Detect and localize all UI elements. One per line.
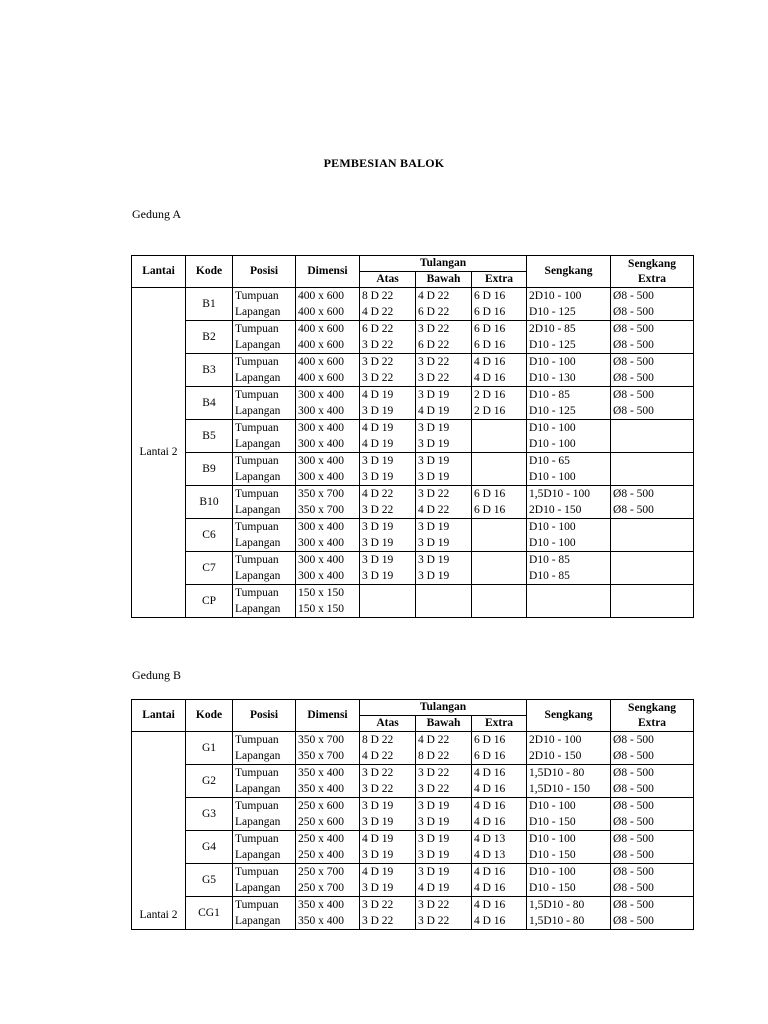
table-row (132, 831, 694, 864)
cell-line: Lapangan (235, 750, 281, 762)
value-cell (527, 798, 611, 831)
cell-line: 300 x 400 (298, 438, 344, 450)
value-cell (233, 732, 296, 765)
value-cell (233, 864, 296, 897)
value-cell (360, 897, 416, 930)
header-lantai: Lantai (132, 256, 186, 288)
cell-line: 6 D 16 (474, 290, 506, 302)
cell-line: 3 D 19 (362, 471, 394, 483)
cell-line: D10 - 65 (529, 455, 570, 467)
table-row (132, 897, 694, 930)
cell-line: D10 - 100 (529, 438, 576, 450)
cell-line: 4 D 19 (362, 833, 394, 845)
cell-line: Ø8 - 500 (613, 306, 654, 318)
cell-line: 3 D 19 (362, 537, 394, 549)
header-sengkang-extra-line2: Extra (637, 716, 667, 729)
cell-line: 3 D 19 (418, 554, 450, 566)
value-cell (360, 732, 416, 765)
header-extra: Extra (472, 716, 527, 732)
value-cell (472, 864, 527, 897)
cell-line: Tumpuan (235, 521, 279, 533)
cell-line: D10 - 150 (529, 882, 576, 894)
cell-line: D10 - 100 (529, 833, 576, 845)
cell-line: 300 x 400 (298, 389, 344, 401)
cell-line: Tumpuan (235, 899, 279, 911)
header-row-top (132, 700, 694, 716)
cell-line: 250 x 400 (298, 833, 344, 845)
cell-line: 350 x 700 (298, 504, 344, 516)
header-sengkang-extra-line1: Sengkang (628, 257, 676, 270)
value-cell (233, 831, 296, 864)
cell-line: 2 D 16 (474, 389, 506, 401)
cell-line: 3 D 19 (362, 554, 394, 566)
kode-cell: B3 (186, 354, 233, 387)
cell-line: Ø8 - 500 (613, 816, 654, 828)
cell-line: 3 D 22 (418, 915, 450, 927)
header-sengkang-extra (611, 700, 694, 732)
cell-line: 3 D 19 (418, 816, 450, 828)
cell-line: Lapangan (235, 849, 281, 861)
cell-line: 400 x 600 (298, 356, 344, 368)
lantai-cell: Lantai 2 (132, 288, 186, 618)
cell-line: 6 D 16 (474, 504, 506, 516)
cell-line: 4 D 16 (474, 356, 506, 368)
cell-line: Lapangan (235, 816, 281, 828)
kode-cell: B9 (186, 453, 233, 486)
cell-line: 3 D 22 (362, 356, 394, 368)
cell-line: Lapangan (235, 783, 281, 795)
cell-line: 3 D 19 (362, 882, 394, 894)
cell-line: 4 D 16 (474, 882, 506, 894)
kode-cell: B2 (186, 321, 233, 354)
cell-line: D10 - 100 (529, 866, 576, 878)
cell-line: 3 D 19 (362, 849, 394, 861)
value-cell (416, 897, 472, 930)
header-tulangan: Tulangan (360, 256, 527, 272)
header-bawah: Bawah (416, 272, 472, 288)
cell-line: 3 D 19 (362, 521, 394, 533)
cell-line: 3 D 22 (418, 356, 450, 368)
cell-line: Tumpuan (235, 833, 279, 845)
cell-line: Ø8 - 500 (613, 488, 654, 500)
cell-line: 150 x 150 (298, 587, 344, 599)
cell-line: Lapangan (235, 915, 281, 927)
value-cell (233, 765, 296, 798)
cell-line: D10 - 150 (529, 816, 576, 828)
cell-line: 4 D 22 (418, 734, 450, 746)
document-title: PEMBESIAN BALOK (323, 156, 445, 170)
cell-line: Ø8 - 500 (613, 323, 654, 335)
cell-line: 3 D 22 (362, 915, 394, 927)
cell-line: Ø8 - 500 (613, 504, 654, 516)
cell-line: D10 - 130 (529, 372, 576, 384)
value-cell (472, 732, 527, 765)
cell-line: 2D10 - 150 (529, 504, 582, 516)
value-cell (233, 897, 296, 930)
cell-line: Tumpuan (235, 290, 279, 302)
cell-line: Tumpuan (235, 866, 279, 878)
kode-cell: G3 (186, 798, 233, 831)
cell-line: 400 x 600 (298, 323, 344, 335)
value-cell (416, 765, 472, 798)
cell-line: 400 x 600 (298, 306, 344, 318)
cell-line: Ø8 - 500 (613, 899, 654, 911)
value-cell (527, 765, 611, 798)
cell-line: 4 D 16 (474, 915, 506, 927)
cell-line: 3 D 19 (418, 438, 450, 450)
kode-cell: CP (186, 585, 233, 618)
value-cell (611, 864, 694, 897)
value-cell (233, 798, 296, 831)
header-sengkang: Sengkang (527, 256, 611, 288)
cell-line: 1,5D10 - 100 (529, 488, 591, 500)
value-cell (611, 765, 694, 798)
cell-line: 300 x 400 (298, 521, 344, 533)
cell-line: 2D10 - 85 (529, 323, 576, 335)
cell-line: Ø8 - 500 (613, 734, 654, 746)
cell-line: 3 D 19 (362, 800, 394, 812)
cell-line: 300 x 400 (298, 455, 344, 467)
cell-line: Ø8 - 500 (613, 833, 654, 845)
value-cell (296, 765, 360, 798)
cell-line: 3 D 19 (418, 455, 450, 467)
cell-line: Lapangan (235, 504, 281, 516)
cell-line: 3 D 22 (362, 899, 394, 911)
cell-line: 3 D 22 (418, 767, 450, 779)
cell-line: Ø8 - 500 (613, 767, 654, 779)
cell-line: 3 D 22 (362, 767, 394, 779)
cell-line: Ø8 - 500 (613, 882, 654, 894)
cell-line: 3 D 19 (418, 521, 450, 533)
cell-line: 4 D 19 (418, 405, 450, 417)
cell-line: Tumpuan (235, 422, 279, 434)
cell-line: 4 D 19 (362, 438, 394, 450)
cell-line: 4 D 19 (362, 389, 394, 401)
cell-line: Ø8 - 500 (613, 389, 654, 401)
cell-line: 4 D 16 (474, 800, 506, 812)
value-cell (296, 897, 360, 930)
cell-line: Lapangan (235, 471, 281, 483)
kode-cell: CG1 (186, 897, 233, 930)
cell-line: Lapangan (235, 339, 281, 351)
cell-line: D10 - 100 (529, 537, 576, 549)
cell-line: Ø8 - 500 (613, 849, 654, 861)
cell-line: 8 D 22 (418, 750, 450, 762)
value-cell (611, 732, 694, 765)
cell-line: 4 D 16 (474, 783, 506, 795)
cell-line: Ø8 - 500 (613, 339, 654, 351)
cell-line: 300 x 400 (298, 537, 344, 549)
kode-cell: B5 (186, 420, 233, 453)
header-posisi: Posisi (233, 256, 296, 288)
cell-line: D10 - 85 (529, 554, 570, 566)
reinforcement-table-gedung-b (131, 699, 694, 930)
cell-line: 150 x 150 (298, 603, 344, 615)
header-atas: Atas (360, 272, 416, 288)
cell-line: 6 D 16 (474, 734, 506, 746)
cell-line: 4 D 16 (474, 816, 506, 828)
cell-line: Tumpuan (235, 767, 279, 779)
cell-line: 3 D 22 (418, 323, 450, 335)
cell-line: 6 D 22 (418, 306, 450, 318)
table-row (132, 864, 694, 897)
cell-line: 3 D 19 (418, 570, 450, 582)
cell-line: 4 D 19 (362, 866, 394, 878)
value-cell (296, 864, 360, 897)
cell-line: 2D10 - 150 (529, 750, 582, 762)
kode-cell: G5 (186, 864, 233, 897)
cell-line: D10 - 125 (529, 405, 576, 417)
cell-line: 6 D 16 (474, 488, 506, 500)
cell-line: Lapangan (235, 405, 281, 417)
cell-line: 250 x 400 (298, 849, 344, 861)
cell-line: 8 D 22 (362, 290, 394, 302)
header-atas: Atas (360, 716, 416, 732)
cell-line: 3 D 22 (418, 488, 450, 500)
cell-line: 1,5D10 - 80 (529, 915, 585, 927)
header-tulangan: Tulangan (360, 700, 527, 716)
cell-line: 3 D 19 (418, 849, 450, 861)
cell-line: 3 D 19 (418, 389, 450, 401)
cell-line: Tumpuan (235, 356, 279, 368)
cell-line: 400 x 600 (298, 372, 344, 384)
value-cell (296, 798, 360, 831)
cell-line: D10 - 100 (529, 471, 576, 483)
cell-line: Tumpuan (235, 488, 279, 500)
cell-line: 4 D 19 (418, 882, 450, 894)
value-cell (360, 798, 416, 831)
kode-cell: G4 (186, 831, 233, 864)
cell-line: Lapangan (235, 537, 281, 549)
cell-line: 400 x 600 (298, 339, 344, 351)
value-cell (360, 831, 416, 864)
cell-line: 250 x 700 (298, 866, 344, 878)
cell-line: 6 D 16 (474, 323, 506, 335)
cell-line: 300 x 400 (298, 554, 344, 566)
cell-line: Ø8 - 500 (613, 783, 654, 795)
value-cell (472, 798, 527, 831)
cell-line: Lapangan (235, 306, 281, 318)
cell-line: 4 D 22 (362, 750, 394, 762)
cell-line: D10 - 100 (529, 422, 576, 434)
cell-line: Ø8 - 500 (613, 290, 654, 302)
cell-line: D10 - 100 (529, 356, 576, 368)
header-dimensi: Dimensi (296, 256, 360, 288)
cell-line: 3 D 19 (418, 537, 450, 549)
cell-line: 3 D 19 (418, 471, 450, 483)
cell-line: 1,5D10 - 80 (529, 767, 585, 779)
kode-cell: G1 (186, 732, 233, 765)
cell-line: 3 D 19 (362, 570, 394, 582)
cell-line: 3 D 19 (362, 405, 394, 417)
cell-line: 6 D 16 (474, 339, 506, 351)
cell-line: 3 D 19 (418, 800, 450, 812)
cell-line: 3 D 22 (418, 783, 450, 795)
value-cell (360, 864, 416, 897)
cell-line: 250 x 600 (298, 800, 344, 812)
value-cell (527, 831, 611, 864)
cell-line: D10 - 100 (529, 521, 576, 533)
cell-line: 3 D 22 (418, 372, 450, 384)
cell-line: 2 D 16 (474, 405, 506, 417)
cell-line: 1,5D10 - 80 (529, 899, 585, 911)
cell-line: 3 D 22 (362, 504, 394, 516)
cell-line: 300 x 400 (298, 405, 344, 417)
cell-line: D10 - 85 (529, 570, 570, 582)
cell-line: 350 x 700 (298, 734, 344, 746)
header-lantai: Lantai (132, 700, 186, 732)
kode-cell: B1 (186, 288, 233, 321)
cell-line: 300 x 400 (298, 471, 344, 483)
cell-line: 6 D 16 (474, 750, 506, 762)
cell-line: 2D10 - 100 (529, 734, 582, 746)
cell-line: Lapangan (235, 372, 281, 384)
table-row (132, 732, 694, 765)
value-cell (360, 765, 416, 798)
cell-line: Lapangan (235, 438, 281, 450)
cell-line: 350 x 400 (298, 767, 344, 779)
cell-line: 350 x 400 (298, 899, 344, 911)
kode-cell: G2 (186, 765, 233, 798)
header-sengkang-extra-line2: Extra (637, 272, 667, 285)
cell-line: Tumpuan (235, 455, 279, 467)
cell-line: 350 x 400 (298, 915, 344, 927)
value-cell (527, 732, 611, 765)
value-cell (527, 897, 611, 930)
cell-line: 4 D 16 (474, 866, 506, 878)
value-cell (611, 897, 694, 930)
cell-line: Ø8 - 500 (613, 800, 654, 812)
cell-line: 400 x 600 (298, 290, 344, 302)
value-cell (296, 732, 360, 765)
value-cell (472, 897, 527, 930)
cell-line: 3 D 19 (418, 866, 450, 878)
cell-line: Ø8 - 500 (613, 405, 654, 417)
header-sengkang-extra-line1: Sengkang (628, 701, 676, 714)
kode-cell: B10 (186, 486, 233, 519)
cell-line: Tumpuan (235, 734, 279, 746)
cell-line: 3 D 19 (362, 455, 394, 467)
value-cell (416, 732, 472, 765)
cell-line: 4 D 22 (362, 488, 394, 500)
cell-line: 300 x 400 (298, 422, 344, 434)
header-kode: Kode (186, 700, 233, 732)
cell-line: D10 - 100 (529, 800, 576, 812)
cell-line: 3 D 19 (418, 422, 450, 434)
cell-line: D10 - 125 (529, 339, 576, 351)
cell-line: Ø8 - 500 (613, 915, 654, 927)
cell-line: 6 D 22 (418, 339, 450, 351)
cell-line: 6 D 16 (474, 306, 506, 318)
cell-line: 3 D 22 (362, 783, 394, 795)
cell-line: 250 x 600 (298, 816, 344, 828)
cell-line: 3 D 22 (418, 899, 450, 911)
header-posisi: Posisi (233, 700, 296, 732)
section-label-gedung-a: Gedung A (132, 207, 181, 221)
cell-line: D10 - 85 (529, 389, 570, 401)
cell-line: Ø8 - 500 (613, 356, 654, 368)
cell-line: 350 x 400 (298, 783, 344, 795)
header-bawah: Bawah (416, 716, 472, 732)
cell-line: 2D10 - 100 (529, 290, 582, 302)
cell-line: Tumpuan (235, 800, 279, 812)
cell-line: 4 D 13 (474, 833, 506, 845)
cell-line: 4 D 16 (474, 372, 506, 384)
cell-line: Ø8 - 500 (613, 750, 654, 762)
header-kode: Kode (186, 256, 233, 288)
cell-line: 1,5D10 - 150 (529, 783, 591, 795)
cell-line: Lapangan (235, 603, 281, 615)
cell-line: Lapangan (235, 570, 281, 582)
value-cell (296, 831, 360, 864)
cell-line: 4 D 16 (474, 899, 506, 911)
cell-line: Tumpuan (235, 389, 279, 401)
cell-line: 4 D 22 (418, 504, 450, 516)
cell-line: 4 D 19 (362, 422, 394, 434)
cell-line: Lapangan (235, 882, 281, 894)
cell-line: 4 D 13 (474, 849, 506, 861)
table-row (132, 765, 694, 798)
table-row (132, 798, 694, 831)
cell-line: 3 D 22 (362, 339, 394, 351)
cell-line: 4 D 22 (418, 290, 450, 302)
value-cell (472, 831, 527, 864)
value-cell (472, 765, 527, 798)
cell-line: D10 - 125 (529, 306, 576, 318)
cell-line: 8 D 22 (362, 734, 394, 746)
lantai-cell: Lantai 2 (132, 732, 186, 930)
header-sengkang: Sengkang (527, 700, 611, 732)
kode-cell: C7 (186, 552, 233, 585)
cell-line: 250 x 700 (298, 882, 344, 894)
cell-line: 350 x 700 (298, 488, 344, 500)
value-cell (527, 864, 611, 897)
cell-line: 300 x 400 (298, 570, 344, 582)
header-extra: Extra (472, 272, 527, 288)
kode-cell: B4 (186, 387, 233, 420)
cell-line: Tumpuan (235, 554, 279, 566)
cell-line: 6 D 22 (362, 323, 394, 335)
cell-line: 4 D 16 (474, 767, 506, 779)
cell-line: Tumpuan (235, 323, 279, 335)
value-cell (416, 864, 472, 897)
cell-line: Tumpuan (235, 587, 279, 599)
value-cell (611, 831, 694, 864)
cell-line: 3 D 19 (418, 833, 450, 845)
value-cell (416, 798, 472, 831)
cell-line: 3 D 22 (362, 372, 394, 384)
cell-line: D10 - 150 (529, 849, 576, 861)
cell-line: 4 D 22 (362, 306, 394, 318)
header-dimensi: Dimensi (296, 700, 360, 732)
value-cell (611, 798, 694, 831)
cell-line: 3 D 19 (362, 816, 394, 828)
cell-line: Ø8 - 500 (613, 866, 654, 878)
cell-line: Ø8 - 500 (613, 372, 654, 384)
value-cell (416, 831, 472, 864)
kode-cell: C6 (186, 519, 233, 552)
section-label-gedung-b: Gedung B (132, 668, 181, 682)
cell-line: 350 x 700 (298, 750, 344, 762)
